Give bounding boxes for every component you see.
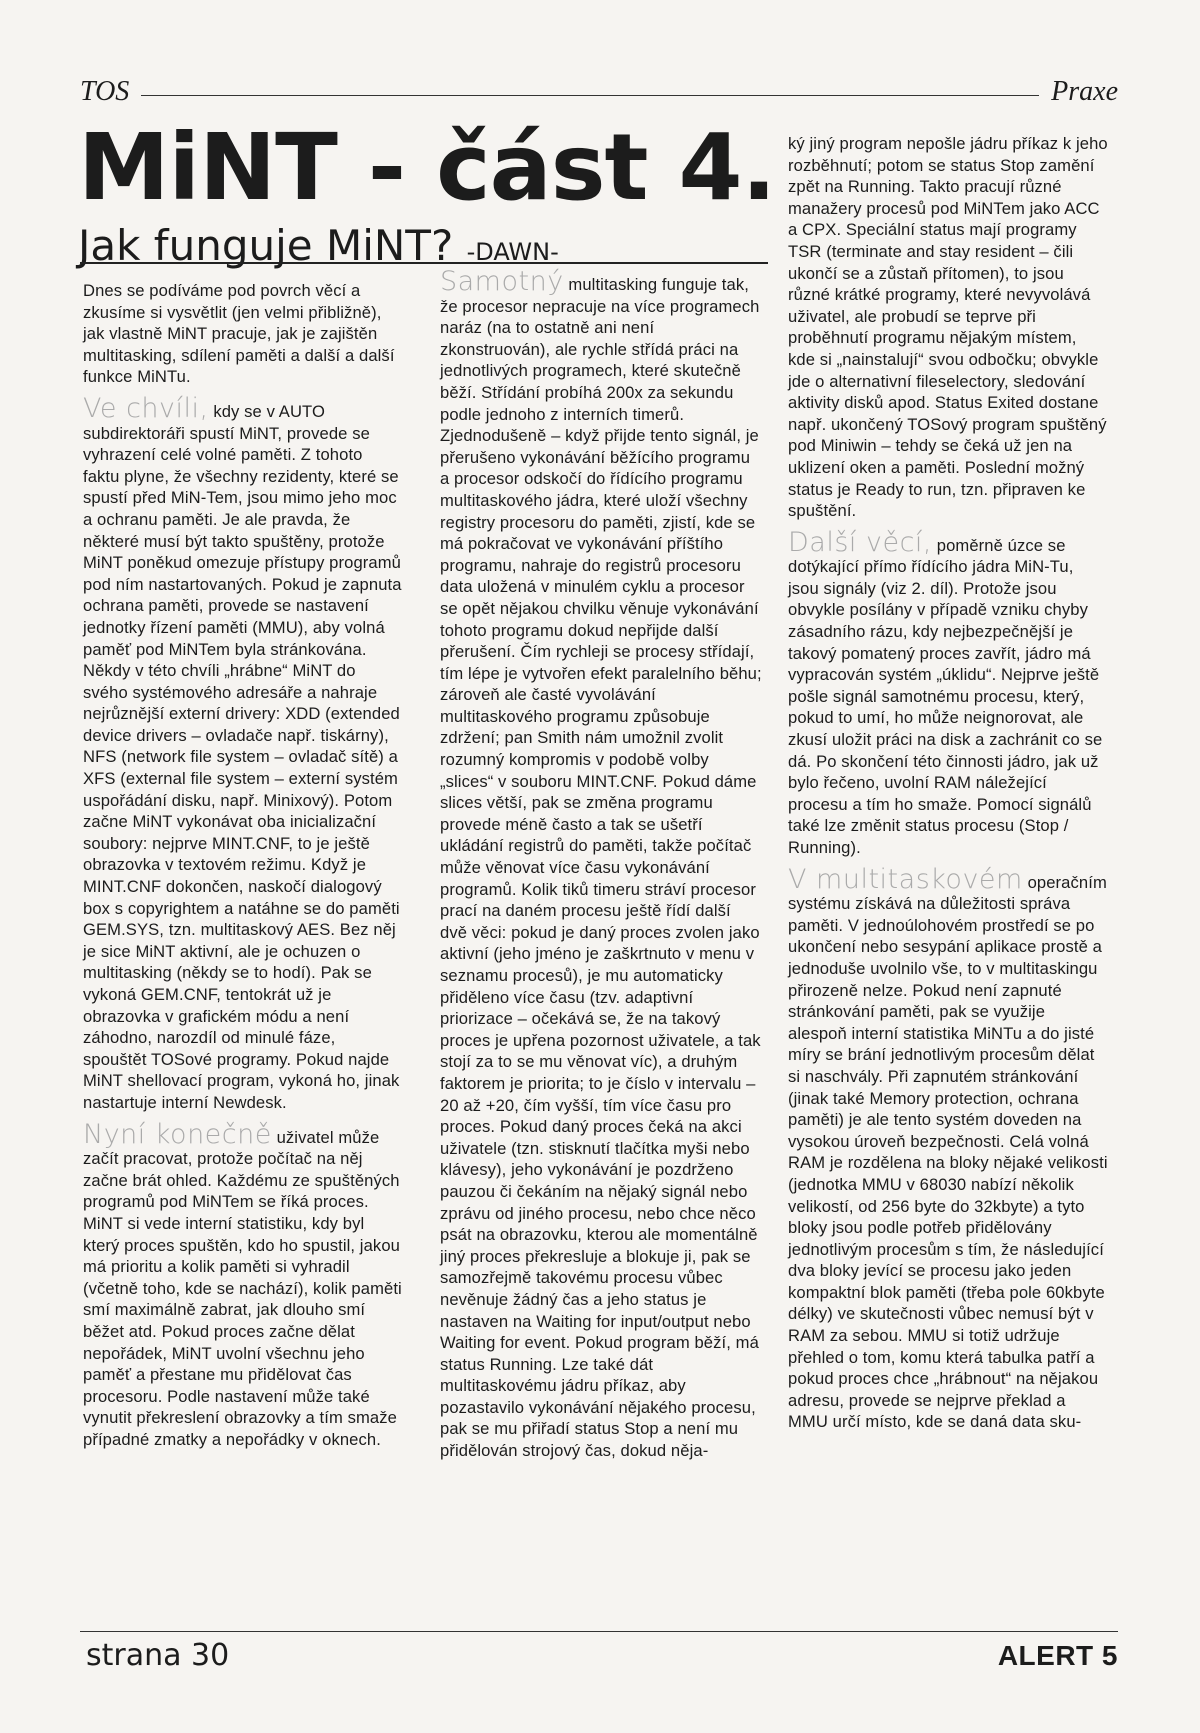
article-title: MiNT - část 4.: [78, 114, 776, 221]
article-subtitle: [78, 220, 768, 278]
title-rule: [80, 262, 768, 264]
paragraph: ký jiný program nepošle jádru příkaz k jeho rozběhnutí; potom se status Stop zamění zpět na Running. Takto pracují různé manažery procesů pod MiNTem jako ACC a CPX. Speciální status mají programy TSR (terminate and stay resident – čili ukončí se a zůstaň přítomen), to jsou různé krátké programy, které nevyvolává uživatel, ale probudí se teprve při proběhnutí programu nějakým místem, kde si „nainstalují“ svou odbočku; obvykle jde o alternativní fileselectory, sledování aktivity disků apod. Status Exited dostane např. ukončený TOSový program spuštěný pod Miniwin – tehdy se čeká už jen na uklizení oken a paměti. Poslední možný status je Ready to run, tzn. připraven ke spuštění.: [788, 134, 1108, 521]
lead-in: Další věcí,: [788, 526, 933, 558]
paragraph-text: poměrně úzce se dotýkající přímo řídícího jádra MiN-Tu, jsou signály (viz 2. díl). Protože jsou obvykle posílány v případě vzniku chyby zásadního rázu, kdy nejbezpečnější je takový pomatený proces zavřít, jádro má vypracován systém „úklidu“. Nejprve ještě pošle signál samotnému procesu, který, pokud to umí, ho může neignorovat, ale zkusí uložit práci na disk a zachránit co se dá. Po skončení této činnosti jádro, jak už bylo řečeno, uvolní RAM náležející procesu a tím ho smaže. Pomocí signálů také lze změnit status procesu (Stop / Running).: [788, 535, 1103, 857]
page-number: strana 30: [86, 1638, 230, 1673]
paragraph: [83, 1118, 403, 1451]
section-name: TOS: [80, 76, 130, 107]
paragraph-text: operačním systému získává na důležitosti správa paměti. V jednoúlohovém prostředí se po ukončení nebo sesypání aplikace prostě a jednoduše uvolnilo vše, to v multitaskingu přirozeně nelze. Pokud není zapnuté stránkování paměti, pak se využije alespoň interní statistika MiNTu a do jisté míry se brání jednotlivým procesům dělat si naschvály. Při zapnutém stránkování (jinak také Memory protection, ochrana paměti) je ale tento systém doveden na vysokou úroveň bezpečnosti. Celá volná RAM je rozdělena na bloky nějaké velikosti (jednotka MMU v 68030 nabízí několik velikostí, od 256 byte do 32kbyte) a tyto bloky jsou podle potřeb přidělovány jednotlivým procesům s tím, že následující dva bloky jevící se procesu jako jeden kompaktní blok paměti (třeba pole 60kbyte délky) ve skutečnosti vůbec nemusí být v RAM za sebou. MMU si totiž udržuje přehled o tom, komu která tabulka patří a pokud proces chce „hrábnout“ na nějakou adresu, provede se nejprve překlad a MMU určí místo, kde se daná data sku-: [788, 872, 1108, 1432]
author-name: -DAWN-: [466, 238, 559, 266]
paragraph-text: uživatel může začít pracovat, protože počítač na něj začne brát ohled. Každému ze spuštěných programů pod MiNTem se říká proces. MiNT si vede interní statistiku, kdy byl který proces spuštěn, kdo ho spustil, jakou má prioritu a kolik paměti si vyhradil (včetně toho, kde se nachází), kolik paměti smí maximálně zabrat, jak dlouho smí běžet atd. Pokud proces začne dělat nepořádek, MiNT uvolní všechnu jeho paměť a přestane mu přidělovat čas procesoru. Podle nastavení může také vynutit překreslení obrazovky a tím smaže případné zmatky a nepořádky v oknech.: [83, 1127, 402, 1449]
paragraph: [788, 526, 1108, 859]
column-2: [440, 266, 762, 1462]
paragraph: [83, 392, 403, 1114]
intro-paragraph: Dnes se podíváme pod povrch věcí a zkusíme si vysvětlit (jen velmi přibližně), jak vlastně MiNT pracuje, jak je zajištěn multitasking, sdílení paměti a další a další funkce MiNTu.: [83, 281, 395, 387]
column-1: [83, 280, 403, 1450]
paragraph: [788, 863, 1108, 1433]
lead-in: Nyní konečně: [83, 1118, 272, 1150]
lead-in: Samotný: [440, 266, 564, 297]
category-name: Praxe: [1051, 76, 1118, 107]
page-header: [80, 72, 1118, 112]
paragraph-text: multitasking funguje tak, že procesor nepracuje na více programech naráz (na to ostatně ani není zkonstruován), ale rychle střídá práci na jednotlivých programech, které skutečně běží. Střídání probíhá 200x za sekundu podle jednoho z interních timerů. Zjednodušeně – když přijde tento signál, je přerušeno vykonávání běžícího programu a procesor odskočí do řídícího programu multitaskového jádra, které uloží všechny registry procesoru do paměti, zjistí, kde se má pokračovat ve vykonávání příštího programu, nahraje do registrů procesoru data uložená v minulém cyklu a procesor se opět nějakou chvilku věnuje vykonávání tohoto programu dokud nepřijde další přerušení. Čím rychleji se procesy střídají, tím lépe je vytvořen efekt paralelního běhu; zároveň ale časté vyvolávání multitaskového programu způsobuje zdržení; pan Smith nám umožnil zvolit rozumný kompromis v podobě volby „slices“ v souboru MINT.CNF. Pokud dáme slices větší, pak se změna programu provede méně často a tak se ušetří ukládání registrů do paměti, takže počítač může věnovat více času vykonávání programů. Kolik tiků timeru stráví procesor prací na daném procesu ještě řídí další dvě věci: pokud je daný proces zvolen jako aktivní (jeho jméno je zaškrtnuto v menu v seznamu procesů), je mu automaticky přiděleno více času (tzv. adaptivní priorizace – očekává se, že na takový proces je upřena pozornost uživatele, a tak stojí za to se mu věnovat víc), a druhým faktorem je priorita; to je číslo v intervalu –20 až +20, čím vyšší, tím více času pro proces. Pokud daný proces čeká na akci uživatele (tzn. stisknutí tlačítka myši nebo klávesy), jeho vykonávání je pozdrženo pauzou či čekáním na nějaký signál nebo zprávu od jiného procesu, nebo chce něco psát na obrazovku, kterou ale momentálně jiný proces překresluje a blokuje ji, pak se samozřejmě takovému procesu vůbec nevěnuje žádný čas a jeho status je nastaven na Waiting for input/output nebo Waiting for event. Pokud program běží, má status Running. Lze také dát multitaskovému jádru příkaz, aby pozastavilo vykonávání nějakého procesu, pak se mu přiřadí status Stop a není mu přidělován strojový čas, dokud něja-: [440, 275, 762, 1461]
lead-in: V multitaskovém: [788, 863, 1023, 895]
paragraph-text: kdy se v AUTO subdirektoráři spustí MiNT, provede se vyhrazení celé volné paměti. Z tohoto faktu plyne, že všechny rezidenty, které se spustí před MiN-Tem, jsou mimo jeho moc a ochranu paměti. Je ale pravda, že některé musí být takto spuštěny, protože MiNT poněkud omezuje přístupy programů pod ním nastartovaných. Pokud je zapnuta ochrana paměti, provede se nastavení jednotky řízení paměti (MMU), aby volná paměť pod MiNTem byla stránkována. Někdy v této chvíli „hrábne“ MiNT do svého systémového adresáře a nahraje nejrůznější externí drivery: XDD (extended device drivers – ovladače např. tiskárny), NFS (network file system – ovladač sítě) a XFS (external file system – externí systém uspořádání disku, např. Minixový). Potom začne MiNT vykonávat oba inicializační soubory: nejprve MINT.CNF, to je ještě obrazovka v textovém režimu. Když je MINT.CNF dokončen, naskočí dialogový box s copyrightem a natáhne se do paměti GEM.SYS, tzn. multitaskový AES. Bez něj je sice MiNT aktivní, ale je ochuzen o multitasking (někdy se to hodí). Pak se vykoná GEM.CNF, tentokrát už je obrazovka v grafickém módu a není záhodno, narozdíl od minulé fáze, spouštět TOSové programy. Pokud najde MiNT shellovací program, vykoná ho, jinak nastartuje interní Newdesk.: [83, 401, 402, 1112]
header-rule: [141, 95, 1039, 96]
paragraph: [440, 266, 762, 1462]
lead-in: Ve chvíli,: [83, 392, 209, 424]
subtitle-text: Jak funguje MiNT?: [78, 221, 454, 270]
title-block: [78, 114, 776, 278]
footer-rule: [80, 1631, 1118, 1632]
magazine-name: ALERT 5: [997, 1640, 1118, 1671]
column-3: [788, 133, 1108, 1433]
